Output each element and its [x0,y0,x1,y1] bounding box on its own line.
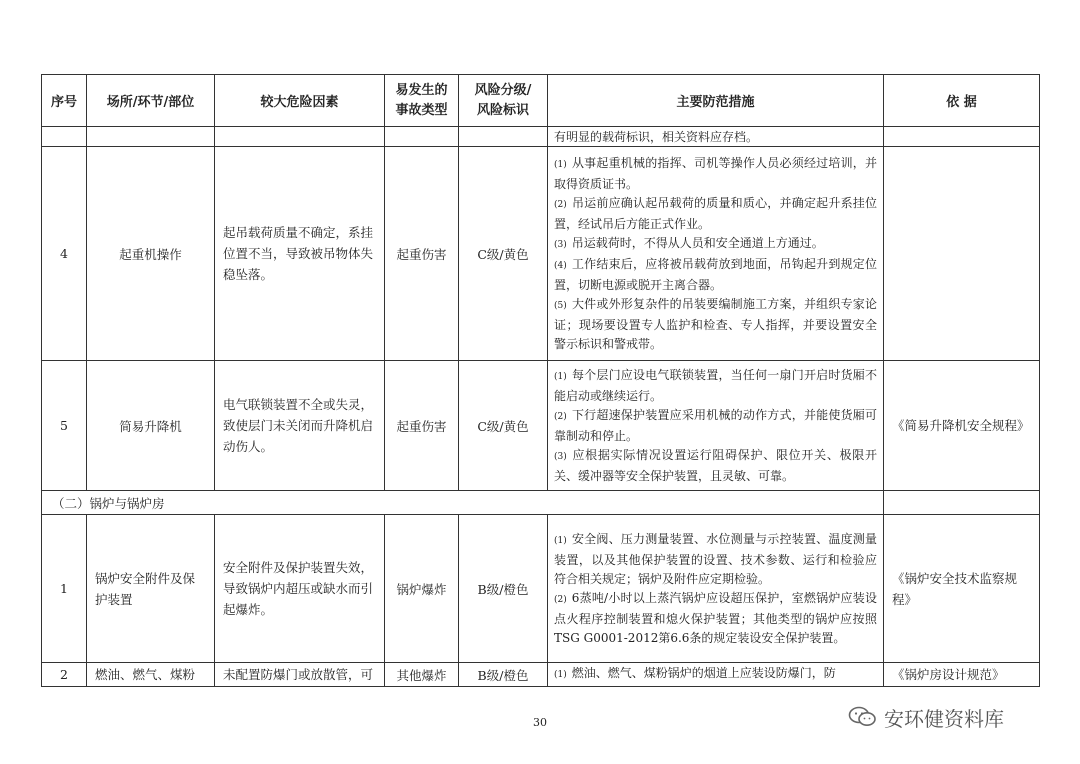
page-number: 30 [533,716,547,729]
row-accident-type: 其他爆炸 [385,663,459,687]
row-seq: 2 [42,663,87,687]
watermark-text: 安环健资料库 [884,706,1004,731]
row-seq: 1 [42,515,87,663]
row-risk-level: C级/黄色 [459,361,548,491]
header-basis: 依 据 [884,75,1040,127]
row-basis: 《简易升降机安全规程》 [884,361,1040,491]
header-hazard: 较大危险因素 [215,75,385,127]
header-risk-line2: 风险标识 [476,102,529,118]
row-basis [884,147,1040,361]
table-row [42,147,1040,361]
row-measures [548,361,884,491]
row-measures [548,147,884,361]
measure-item: (1) 从事起重机械的指挥、司机等操作人员必须经过培训，并取得资质证书。 [554,155,877,191]
row-hazard: 安全附件及保护装置失效，导致锅炉内超压或缺水而引起爆炸。 [215,515,385,663]
row-place: 燃油、燃气、煤粉 [87,663,215,687]
row-place: 锅炉安全附件及保护装置 [87,515,215,663]
header-accident-line1: 易发生的 [395,82,448,98]
wechat-icon [848,705,878,729]
row-accident-type: 起重伤害 [385,147,459,361]
header-measures: 主要防范措施 [548,75,884,127]
section-row [42,491,1040,515]
row-hazard: 电气联锁装置不全或失灵，致使层门未关闭而升降机启动伤人。 [215,361,385,491]
row-risk-level: B级/橙色 [459,663,548,687]
row-accident-type: 锅炉爆炸 [385,515,459,663]
header-risk-level [459,75,548,127]
measure-item: (2) 6蒸吨/小时以上蒸汽锅炉应设超压保护，室燃锅炉应装设点火程序控制装置和熄火保护装置；其他类型的锅炉应按照TSG G0001-2012第6.6条的规定装设安全保护装置。 [554,590,877,645]
measure-item: (5) 大件或外形复杂件的吊装要编制施工方案，并组织专家论证；现场要设置专人监护和检查、专人指挥，并要设置安全警示标识和警戒带。 [554,296,877,351]
table-row [42,515,1040,663]
measure-item: (3) 吊运载荷时，不得从人员和安全通道上方通过。 [554,235,824,250]
row-measures [548,515,884,663]
table-row [42,663,1040,687]
risk-table [41,74,1040,687]
header-risk-line1: 风险分级/ [474,82,532,98]
row-measures [548,663,884,687]
watermark [848,702,1004,732]
header-accident-line2: 事故类型 [395,102,448,118]
continuation-row [42,127,1040,147]
measure-item: (2) 下行超速保护装置应采用机械的动作方式，并能使货厢可靠制动和停止。 [554,407,877,443]
row-place: 简易升降机 [87,361,215,491]
row-risk-level: C级/黄色 [459,147,548,361]
measure-item: (3) 应根据实际情况设置运行阻碍保护、限位开关、极限开关、缓冲器等安全保护装置，且灵敏、可靠。 [554,447,877,483]
row-basis: 《锅炉安全技术监察规程》 [884,515,1040,663]
continuation-text: 有明显的载荷标识，相关资料应存档。 [548,127,884,147]
header-seq: 序号 [42,75,87,127]
measure-item: (1) 每个层门应设电气联锁装置，当任何一扇门开启时货厢不能启动或继续运行。 [554,367,877,403]
header-accident-type [385,75,459,127]
row-seq: 4 [42,147,87,361]
header-place: 场所/环节/部位 [87,75,215,127]
row-place: 起重机操作 [87,147,215,361]
row-hazard: 起吊载荷质量不确定，系挂位置不当，导致被吊物体失稳坠落。 [215,147,385,361]
table-row [42,361,1040,491]
measure-item: (2) 吊运前应确认起吊载荷的质量和质心，并确定起升系挂位置，经试吊后方能正式作业。 [554,195,877,231]
measure-item: (1) 安全阀、压力测量装置、水位测量与示控装置、温度测量装置，以及其他保护装置的设置、技术参数、运行和检验应符合相关规定；锅炉及附件应定期检验。 [554,531,877,586]
measure-item: (4) 工作结束后，应将被吊载荷放到地面，吊钩起升到规定位置，切断电源或脱开主离合器。 [554,256,877,292]
row-basis: 《锅炉房设计规范》 [884,663,1040,687]
section-title: （二）锅炉与锅炉房 [42,491,884,515]
row-risk-level: B级/橙色 [459,515,548,663]
table-header-row [42,75,1040,127]
row-seq: 5 [42,361,87,491]
row-accident-type: 起重伤害 [385,361,459,491]
row-hazard: 未配置防爆门或放散管，可 [215,663,385,687]
measure-item: (1) 燃油、燃气、煤粉锅炉的烟道上应装设防爆门，防 [554,666,836,680]
